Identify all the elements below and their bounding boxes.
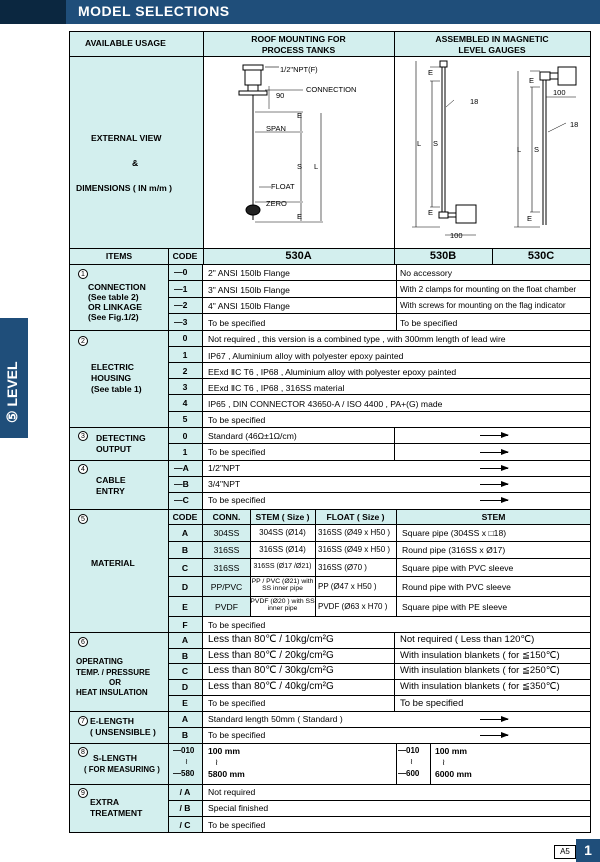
housing-label-2: HOUSING <box>91 373 132 383</box>
header-bar <box>0 0 600 24</box>
label-float: FLOAT <box>271 182 295 191</box>
housing-code-1: 1 <box>182 350 188 360</box>
operating-label-1: OPERATING <box>76 657 123 666</box>
material-stem-a: 304SS (Ø14) <box>259 528 306 537</box>
material-code-c: C <box>181 563 189 573</box>
section-number-1: 1 <box>78 269 88 279</box>
operating-530a-e: To be specified <box>208 698 266 708</box>
cable-arrow-c <box>480 500 508 501</box>
operating-530bc-a: Not required ( Less than 120℃) <box>400 634 535 645</box>
detecting-530b-arrow <box>480 435 508 436</box>
slength-label-1: S-LENGTH <box>93 753 137 763</box>
material-conn-b: 316SS <box>213 545 240 555</box>
cable-code-a: —A <box>174 463 189 473</box>
drawing-530b <box>394 57 492 247</box>
operating-label-2: TEMP. / PRESSURE <box>76 668 151 677</box>
connection-label-1: CONNECTION <box>88 282 146 292</box>
operating-530a-b: Less than 80℃ / 20kg/cm²G <box>208 650 334 661</box>
slength-label-2: ( FOR MEASURING ) <box>84 765 160 774</box>
operating-530a-c: Less than 80℃ / 30kg/cm²G <box>208 665 334 676</box>
connection-530bc-3: To be specified <box>400 318 458 328</box>
slength-bc-code-3: —600 <box>398 769 420 778</box>
elength-text-a: Standard length 50mm ( Standard ) <box>208 714 343 724</box>
extra-text-b: Special finished <box>208 803 269 813</box>
operating-code-b: B <box>181 651 189 661</box>
slength-bc-text-2: ≀ <box>442 757 446 767</box>
items-header: ITEMS <box>105 251 133 261</box>
material-code-d: D <box>181 582 189 592</box>
material-head-float: FLOAT ( Size ) <box>326 512 385 522</box>
label-e-top-530c: E <box>529 76 535 85</box>
model-530a-header: 530A <box>285 250 312 262</box>
connection-530a-0: 2" ANSI 150lb Flange <box>208 268 290 278</box>
detecting-arrow-1 <box>480 452 508 453</box>
label-dim100-530c: 100 <box>553 88 566 97</box>
operating-530bc-e: To be specified <box>400 698 464 709</box>
section-code: A5 <box>554 845 576 859</box>
operating-code-e: E <box>182 698 188 708</box>
assembled-line2: LEVEL GAUGES <box>458 45 526 55</box>
section-number-2: 2 <box>78 336 88 346</box>
extra-code-a: / A <box>179 787 191 797</box>
cable-arrow-a <box>480 468 508 469</box>
material-head-stem: STEM ( Size ) <box>255 512 310 522</box>
material-head-conn: CONN. <box>212 512 241 522</box>
material-head-code: CODE <box>172 512 198 522</box>
extra-label-2: TREATMENT <box>90 808 143 818</box>
label-e-bot-530b: E <box>428 208 434 217</box>
label-e-top-530a: E <box>297 111 303 120</box>
label-l-530a: L <box>314 162 319 171</box>
section-number-8: 8 <box>78 747 88 757</box>
material-float-c: 316SS (Ø70 ) <box>318 563 367 572</box>
connection-label-4: (See Fig.1/2) <box>88 312 139 322</box>
operating-label-4: HEAT INSULATION <box>76 688 148 697</box>
elength-label-1: E-LENGTH <box>90 716 134 726</box>
header-accent-block <box>0 0 66 24</box>
connection-530bc-1: With 2 clamps for mounting on the float chamber <box>400 285 577 294</box>
connection-530a-3: To be specified <box>208 318 266 328</box>
material-label: MATERIAL <box>91 558 135 568</box>
roof-mounting-line1: ROOF MOUNTING FOR <box>251 34 346 44</box>
slength-bc-text-1: 100 mm <box>435 746 468 756</box>
housing-text-2: EExd ⅡC T6 , IP68 , Aluminium alloy with polyester epoxy painted <box>208 367 457 377</box>
connection-530a-1: 3" ANSI 150lb Flange <box>208 285 290 295</box>
label-dim18-530c: 18 <box>570 120 579 129</box>
label-e-bot-530c: E <box>527 214 533 223</box>
page-number: 1 <box>576 839 600 862</box>
section-number-4: 4 <box>78 464 88 474</box>
material-conn-a: 304SS <box>213 528 240 538</box>
housing-label-3: (See table 1) <box>91 384 142 394</box>
available-usage-label: AVAILABLE USAGE <box>85 38 166 48</box>
operating-label-3: OR <box>109 678 121 687</box>
material-float-e: PVDF (Ø63 x H70 ) <box>318 602 388 611</box>
connection-code-1: —1 <box>174 284 188 294</box>
housing-code-4: 4 <box>182 398 188 408</box>
material-code-a: A <box>181 528 189 538</box>
housing-text-1: IP67 , Aluminium alloy with polyester epoxy painted <box>208 351 404 361</box>
elength-label-2: ( UNSENSIBLE ) <box>90 727 156 737</box>
section-number-9: 9 <box>78 788 88 798</box>
slength-a-text-1: 100 mm <box>208 746 241 756</box>
housing-text-0: Not required , this version is a combined type , with 300mm length of lead wire <box>208 334 506 344</box>
material-float-a: 316SS (Ø49 x H50 ) <box>318 528 391 537</box>
material-code-f: F <box>182 620 188 630</box>
extra-code-c: / C <box>179 820 191 830</box>
slength-bc-code-1: —010 <box>398 746 420 755</box>
cable-label-1: CABLE <box>96 475 126 485</box>
side-tab-label: ⑤ LEVEL <box>4 361 20 423</box>
housing-code-0: 0 <box>182 333 188 343</box>
ampersand-label: & <box>132 158 139 168</box>
roof-mounting-line2: PROCESS TANKS <box>261 45 336 55</box>
label-dim18-530b: 18 <box>470 97 479 106</box>
material-conn-e: PVDF <box>215 602 238 612</box>
elength-text-b: To be specified <box>208 730 266 740</box>
housing-code-3: 3 <box>182 382 188 392</box>
label-s-530b: S <box>433 139 439 148</box>
connection-530a-2: 4" ANSI 150lb Flange <box>208 301 290 311</box>
cable-text-c: To be specified <box>208 495 266 505</box>
cable-text-b: 3/4"NPT <box>208 479 241 489</box>
detecting-label-1: DETECTING <box>96 433 146 443</box>
material-conn-c: 316SS <box>213 563 240 573</box>
connection-code-2: —2 <box>174 300 188 310</box>
slength-bc-divider <box>430 743 431 784</box>
housing-text-5: To be specified <box>208 415 266 425</box>
model-530c-header: 530C <box>527 250 555 262</box>
operating-530bc-d: With insulation blankets ( for ≦350℃) <box>400 681 560 692</box>
operating-530bc-b: With insulation blankets ( for ≦150℃) <box>400 650 560 661</box>
elength-code-a: A <box>181 714 189 724</box>
extra-label-1: EXTRA <box>90 797 120 807</box>
section-number-3: 3 <box>78 431 88 441</box>
slength-bc-code-2: ≀ <box>410 757 413 766</box>
connection-label-3: OR LINKAGE <box>88 302 142 312</box>
connection-code-0: —0 <box>174 267 188 277</box>
material-stem-d: PP / PVC (Ø21) with SS inner pipe <box>251 578 314 593</box>
material-stem-bc-c: Square pipe with PVC sleeve <box>402 563 514 573</box>
label-npt: 1/2"NPT(F) <box>280 65 318 74</box>
slength-bc-text-3: 6000 mm <box>435 769 472 779</box>
operating-code-d: D <box>181 682 189 692</box>
label-zero: ZERO <box>266 199 287 208</box>
extra-text-a: Not required <box>208 787 256 797</box>
material-float-b: 316SS (Ø49 x H50 ) <box>318 545 391 554</box>
detecting-label-2: OUTPUT <box>96 444 132 454</box>
operating-530a-a: Less than 80℃ / 10kg/cm²G <box>208 634 334 645</box>
label-l-530c: L <box>517 145 522 154</box>
detecting-text-0: Standard (46Ω±1Ω/cm) <box>208 431 297 441</box>
elength-arrow-a <box>480 719 508 720</box>
operating-code-c: C <box>181 666 189 676</box>
elength-arrow-b <box>480 735 508 736</box>
slength-a-code-3: —580 <box>173 769 195 778</box>
material-stem-bc-a: Square pipe (304SS x □18) <box>402 528 507 538</box>
connection-530bc-2: With screws for mounting on the flag indicator <box>400 301 566 310</box>
housing-text-3: EExd ⅡC T6 , IP68 , 316SS material <box>208 383 345 393</box>
material-head-stem-bc: STEM <box>481 512 506 522</box>
housing-text-4: IP65 , DIN CONNECTOR 43650-A / ISO 4400 , PA+(G) made <box>208 399 443 409</box>
connection-code-3: —3 <box>174 317 188 327</box>
detecting-text-1: To be specified <box>208 447 266 457</box>
label-e-top-530b: E <box>428 68 434 77</box>
slength-a-text-2: ≀ <box>215 757 219 767</box>
drawing-530c <box>492 57 590 247</box>
cable-label-2: ENTRY <box>96 486 125 496</box>
model-530b-header: 530B <box>429 250 457 262</box>
material-conn-f: To be specified <box>208 620 266 630</box>
material-conn-d: PP/PVC <box>210 582 243 592</box>
slength-a-code-1: —010 <box>173 746 195 755</box>
housing-label-1: ELECTRIC <box>91 362 134 372</box>
housing-code-5: 5 <box>182 414 188 424</box>
extra-code-b: / B <box>179 803 191 813</box>
external-view-label: EXTERNAL VIEW <box>91 133 162 143</box>
label-span: SPAN <box>266 124 286 133</box>
connection-label-2: (See table 2) <box>88 292 139 302</box>
housing-code-2: 2 <box>182 366 188 376</box>
label-s-530a: S <box>297 162 303 171</box>
detecting-code-0: 0 <box>182 431 188 441</box>
material-float-d: PP (Ø47 x H50 ) <box>318 582 377 591</box>
label-s-530c: S <box>534 145 540 154</box>
elength-code-b: B <box>181 730 189 740</box>
cable-code-b: —B <box>174 479 189 489</box>
operating-530bc-c: With insulation blankets ( for ≦250℃) <box>400 665 560 676</box>
label-e-bot-530a: E <box>297 212 303 221</box>
label-connection: CONNECTION <box>306 85 357 94</box>
cable-text-a: 1/2"NPT <box>208 463 241 473</box>
cable-arrow-b <box>480 484 508 485</box>
section-number-5: 5 <box>78 514 88 524</box>
code-header: CODE <box>172 251 198 261</box>
cable-code-c: —C <box>174 495 189 505</box>
material-code-b: B <box>181 545 189 555</box>
connection-530bc-0: No accessory <box>400 268 453 278</box>
material-stem-bc-d: Round pipe with PVC sleeve <box>402 582 511 592</box>
detecting-code-1: 1 <box>182 447 188 457</box>
material-code-e: E <box>182 602 188 612</box>
slength-a-text-3: 5800 mm <box>208 769 245 779</box>
page-title: MODEL SELECTIONS <box>78 3 230 19</box>
assembled-line1: ASSEMBLED IN MAGNETIC <box>435 34 549 44</box>
section-number-7: 7 <box>78 716 88 726</box>
dimensions-label: DIMENSIONS ( IN m/m ) <box>76 183 172 193</box>
material-stem-e: PVDF (Ø20 ) with SS inner pipe <box>250 598 315 613</box>
label-l-530b: L <box>417 139 422 148</box>
slength-a-code-2: ≀ <box>185 757 188 766</box>
material-stem-bc-e: Square pipe with PE sleeve <box>402 602 508 612</box>
material-stem-bc-b: Round pipe (316SS x Ø17) <box>402 545 506 555</box>
extra-text-c: To be specified <box>208 820 266 830</box>
material-stem-c: 316SS (Ø17 /Ø21) <box>253 563 312 570</box>
material-stem-b: 316SS (Ø14) <box>259 545 306 554</box>
operating-code-a: A <box>181 635 189 645</box>
operating-530a-d: Less than 80℃ / 40kg/cm²G <box>208 681 334 692</box>
section-number-6: 6 <box>78 637 88 647</box>
label-dim90: 90 <box>276 91 285 100</box>
label-dim100-530b: 100 <box>450 231 463 240</box>
